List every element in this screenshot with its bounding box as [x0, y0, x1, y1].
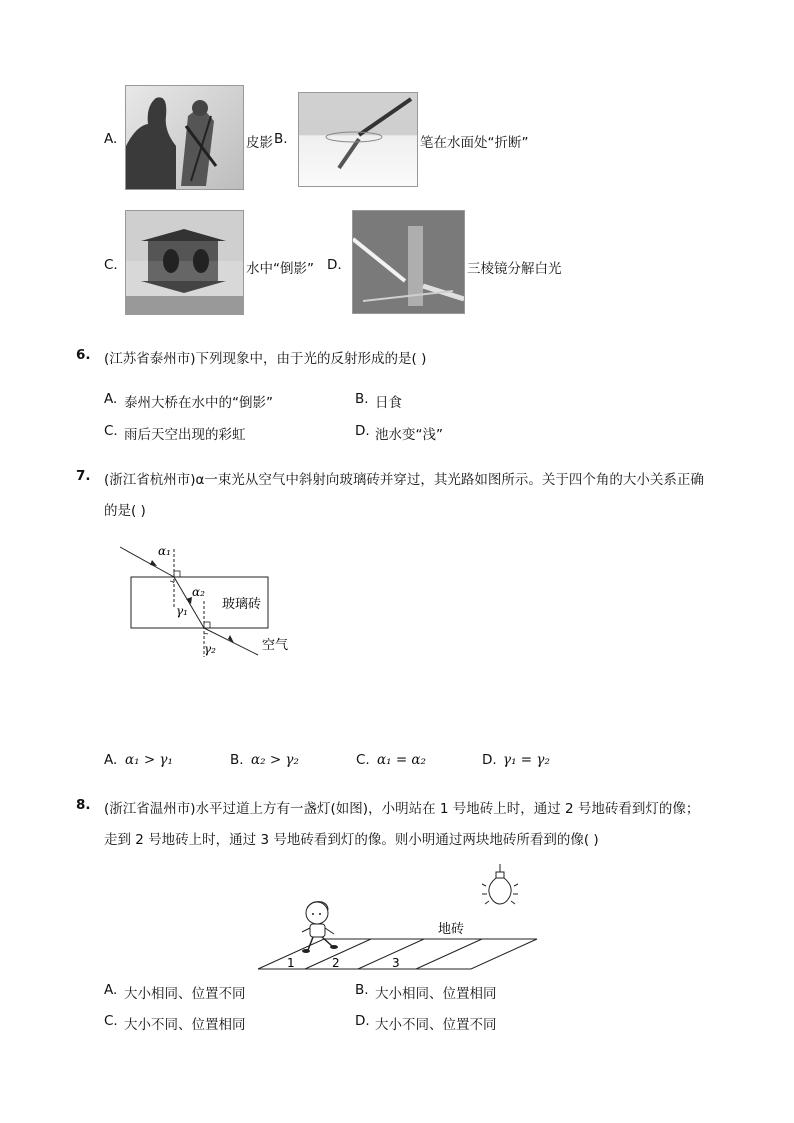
q5-option-b-text: 笔在水面处“折断”	[420, 135, 529, 151]
q8-option-b-letter: B.	[355, 982, 369, 998]
prism-photo	[352, 210, 465, 314]
q8-option-a-text: 大小相同、位置不同	[124, 986, 246, 1002]
floor-tiles-lamp-diagram	[250, 862, 550, 974]
q7-option-b-text: α₂ > γ₂	[251, 752, 299, 768]
shadow-puppet-photo	[125, 85, 244, 190]
q6-option-b-text: 日食	[375, 395, 402, 411]
q5-option-c-letter: C.	[104, 257, 118, 273]
air-label: 空气	[262, 638, 289, 653]
q5-option-a-text: 皮影	[246, 135, 273, 151]
floor-label: 地砖	[438, 922, 465, 937]
pavilion-reflection-photo	[125, 210, 244, 315]
gamma1-label: γ₁	[176, 604, 188, 618]
q8-stem-line2: 走到 2 号地砖上时，通过 3 号地砖看到灯的像。则小明通过两块地砖所看到的像( )	[104, 832, 599, 848]
q6-option-d-text: 池水变“浅”	[375, 427, 443, 443]
alpha2-label: α₂	[192, 585, 205, 599]
gamma2-label: γ₂	[204, 642, 216, 656]
glass-brick-light-path-diagram	[110, 535, 310, 665]
q7-option-d-letter: D.	[482, 752, 497, 768]
q6-number: 6.	[76, 347, 91, 363]
q6-option-a-text: 泰州大桥在水中的“倒影”	[124, 395, 273, 411]
tile-3-label: 3	[392, 956, 400, 970]
q7-option-b-letter: B.	[230, 752, 244, 768]
q6-option-d-letter: D.	[355, 423, 370, 439]
q8-stem-line1: (浙江省温州市)水平过道上方有一盏灯(如图)，小明站在 1 号地砖上时，通过 2 号地砖看到灯的像；	[104, 801, 700, 817]
q7-option-a-text: α₁ > γ₁	[125, 752, 173, 768]
q8-option-a-letter: A.	[104, 982, 118, 998]
q5-option-a-letter: A.	[104, 131, 118, 147]
boy-walking-icon	[302, 902, 338, 953]
q7-option-a-letter: A.	[104, 752, 118, 768]
q8-option-c-letter: C.	[104, 1013, 118, 1029]
q8-option-d-text: 大小不同、位置不同	[375, 1017, 497, 1033]
q8-number: 8.	[76, 797, 91, 813]
glass-label: 玻璃砖	[222, 597, 262, 612]
q7-option-c-letter: C.	[356, 752, 370, 768]
q7-option-c-text: α₁ = α₂	[377, 752, 426, 768]
alpha1-label: α₁	[158, 544, 171, 558]
q5-option-d-text: 三棱镜分解白光	[467, 261, 562, 277]
q6-option-b-letter: B.	[355, 391, 369, 407]
q7-stem-line2: 的是( )	[104, 503, 146, 519]
light-bulb-icon	[482, 864, 518, 904]
q6-stem: (江苏省泰州市)下列现象中，由于光的反射形成的是( )	[104, 351, 427, 367]
q8-option-d-letter: D.	[355, 1013, 370, 1029]
tile-2-label: 2	[332, 956, 340, 970]
q6-option-c-text: 雨后天空出现的彩虹	[124, 427, 246, 443]
q5-option-d-letter: D.	[327, 257, 342, 273]
tile-1-label: 1	[287, 956, 295, 970]
q7-number: 7.	[76, 468, 91, 484]
q8-option-b-text: 大小相同、位置相同	[375, 986, 497, 1002]
q6-option-c-letter: C.	[104, 423, 118, 439]
q6-option-a-letter: A.	[104, 391, 118, 407]
q5-option-c-text: 水中“倒影”	[246, 261, 314, 277]
q8-option-c-text: 大小不同、位置相同	[124, 1017, 246, 1033]
q7-option-d-text: γ₁ = γ₂	[503, 752, 550, 768]
q7-stem-line1: (浙江省杭州市)α一束光从空气中斜射向玻璃砖并穿过，其光路如图所示。关于四个角的大小关系正确	[104, 472, 704, 488]
bent-pen-photo	[298, 92, 418, 187]
q5-option-b-letter: B.	[274, 131, 288, 147]
